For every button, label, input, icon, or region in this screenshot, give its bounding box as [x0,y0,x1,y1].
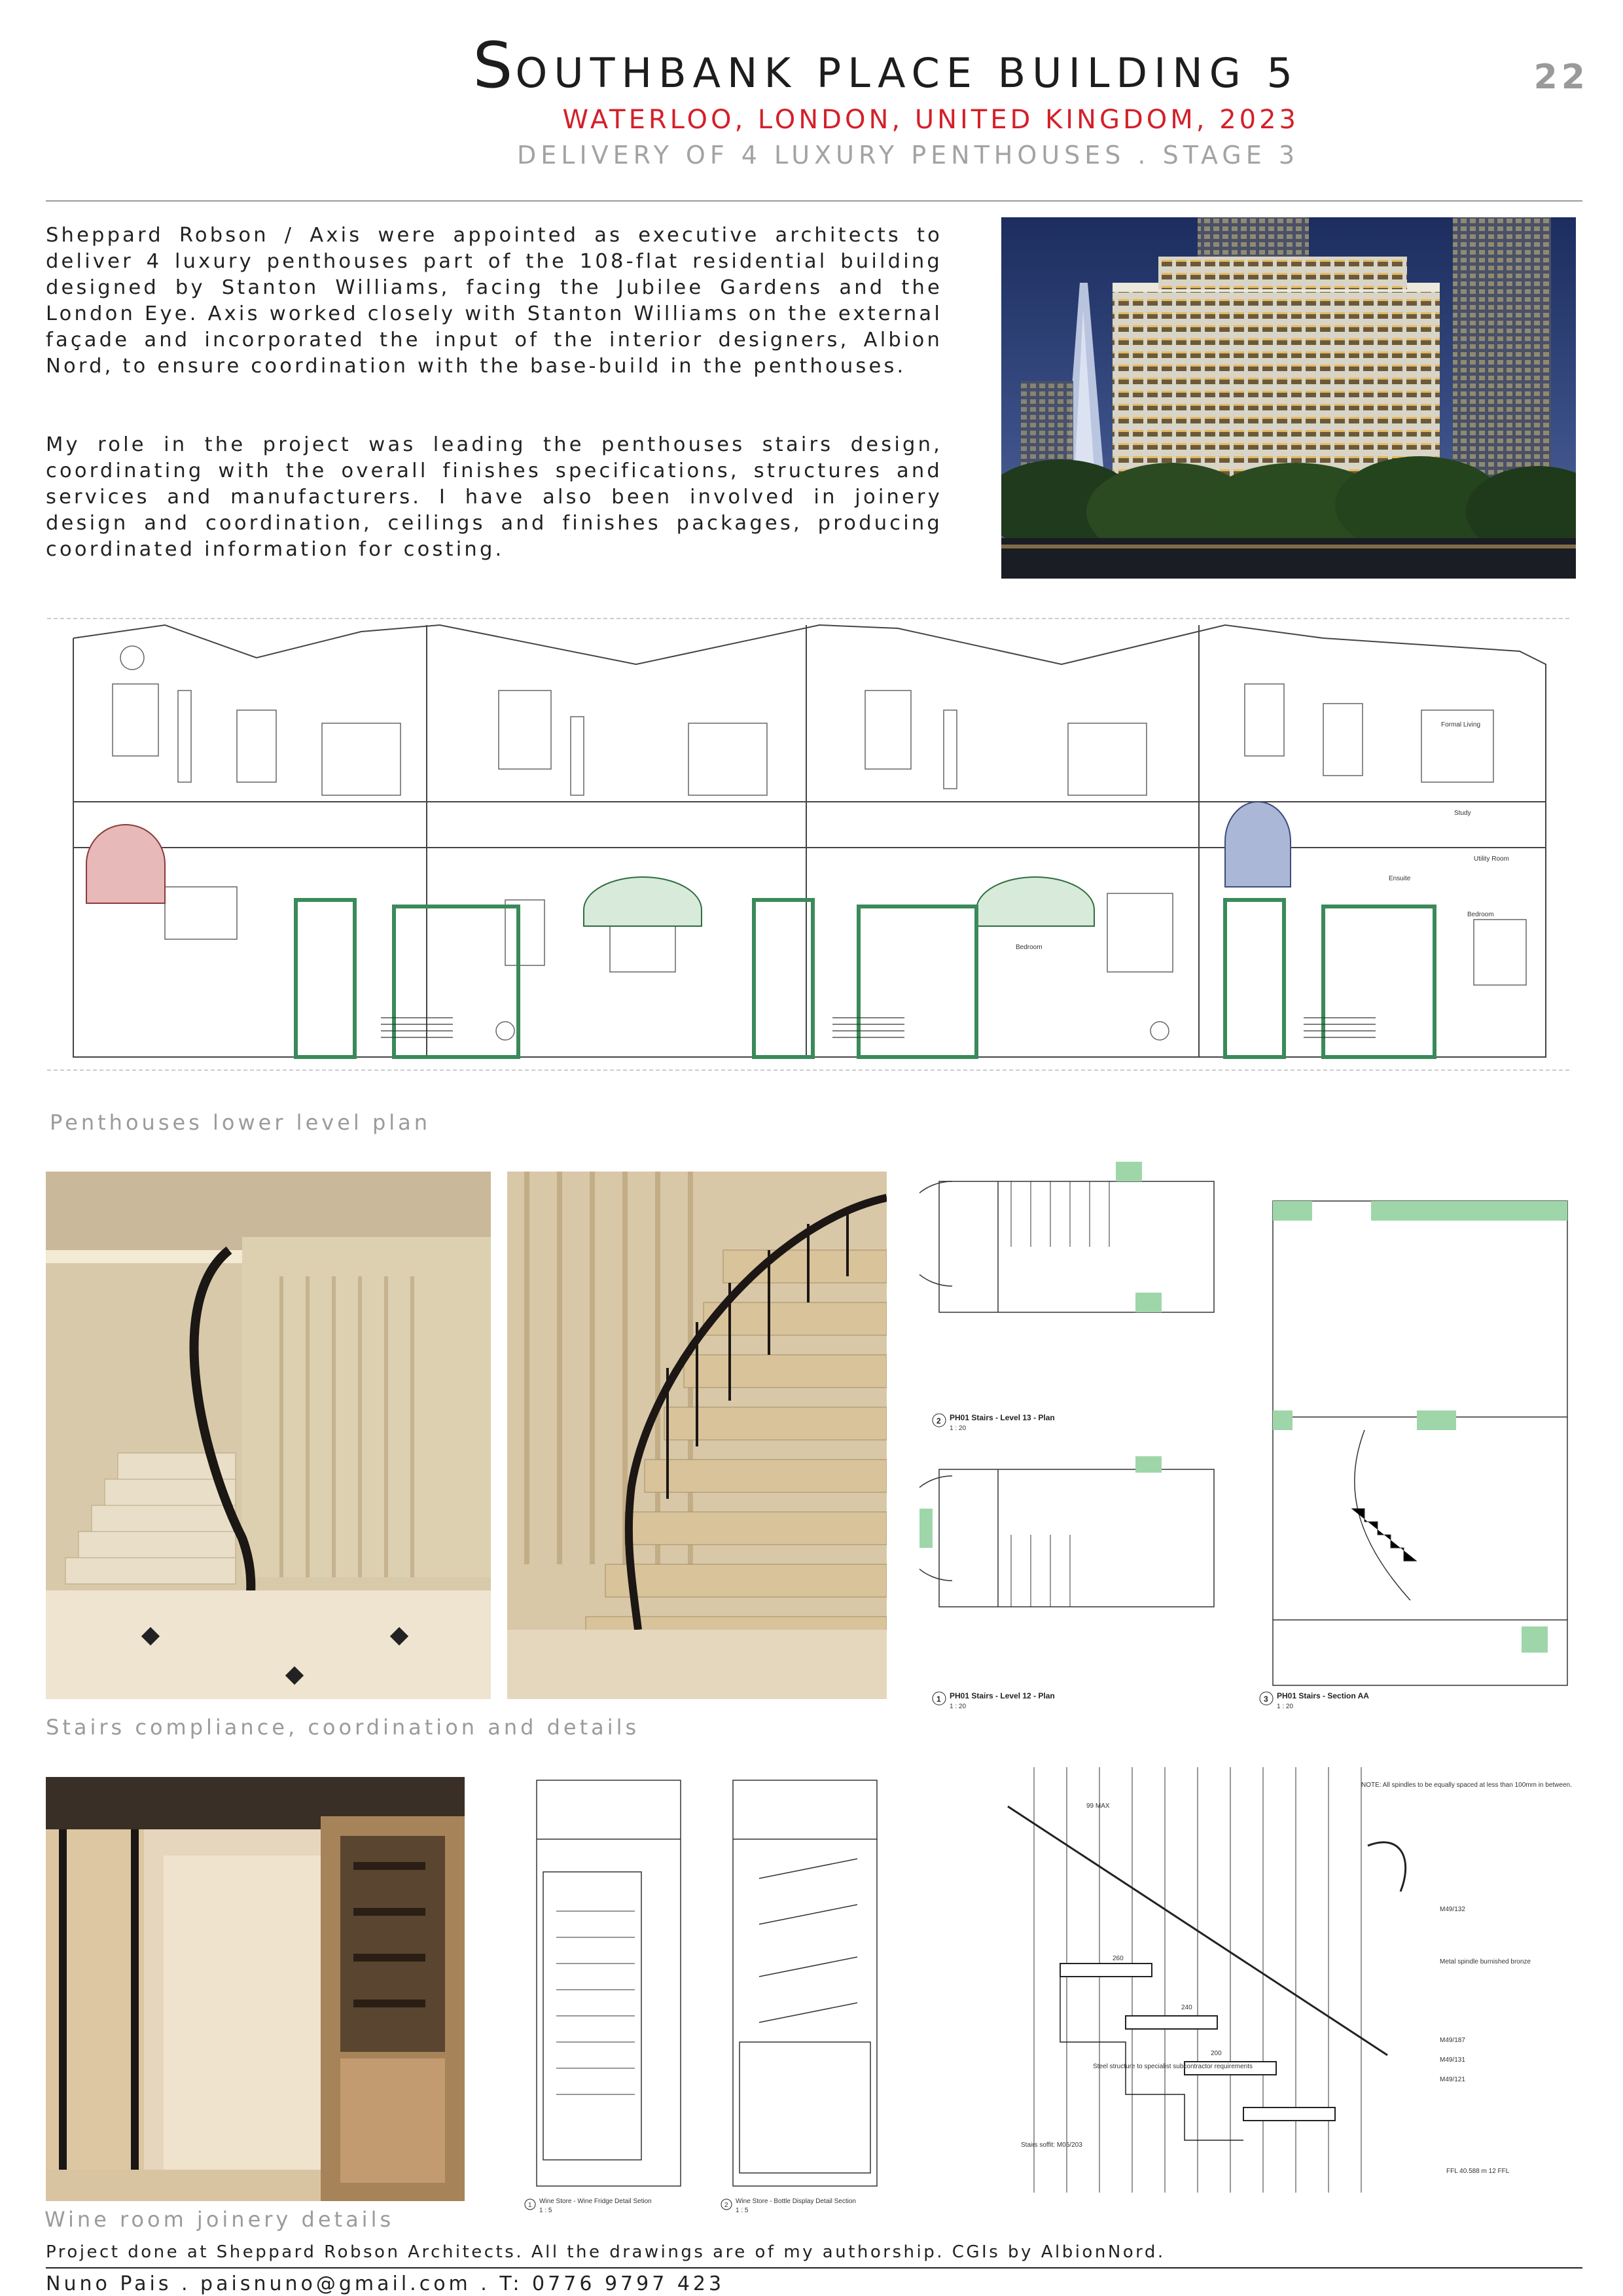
drawing-scale-l12: 1 : 20 [950,1703,967,1710]
balustrade-detail-drawing [995,1767,1577,2219]
drawing-scale-wine-2: 1 : 5 [736,2207,749,2214]
drawing-title-section: PH01 Stairs - Section AA [1277,1691,1369,1700]
drawing-title-l13: PH01 Stairs - Level 13 - Plan [950,1413,1055,1422]
stairs-render-2 [507,1172,887,1699]
dimension-260: 260 [1113,1955,1124,1962]
stairs-plans-graphic [919,1142,1221,1718]
drawing-scale-section: 1 : 20 [1277,1703,1294,1710]
drawing-title-wine-2: Wine Store - Bottle Display Detail Section [736,2198,856,2205]
intro-paragraph-1: Sheppard Robson / Axis were appointed as executive architects to deliver 4 luxury penthouses part of the 108-flat residential building designed by Stanton Williams, facing the Jubilee Gardens and the London Eye. Axis worked closely with Stanton Williams on the external façade and incorporated the input of the interior designers, Albion Nord, to ensure coordination with the base-build in the penthouses. [46,224,942,378]
drawing-number-wine-1: 1 [528,2202,532,2209]
spacing-label: 99 MAX [1086,1803,1110,1810]
stairs-section-graphic [1247,1142,1574,1718]
dimension-200: 200 [1211,2050,1222,2057]
ref-m49-132: M49/132 [1440,1906,1465,1913]
footer-divider [46,2267,1582,2269]
stairs-caption: Stairs compliance, coordination and details [46,1715,640,1740]
ref-m49-187: M49/187 [1440,2037,1465,2044]
header-divider [46,200,1582,202]
drawing-title-l12: PH01 Stairs - Level 12 - Plan [950,1691,1055,1700]
wine-joinery-drawings [517,1767,897,2219]
steel-structure-note: Steel structure to specialist subcontractor requirements [1093,2063,1253,2070]
drawing-number-wine-2: 2 [724,2202,728,2209]
penthouses-floor-plan [47,612,1572,1100]
title-rest: OUTHBANK PLACE BUILDING 5 [515,49,1299,97]
drawing-scale-l13: 1 : 20 [950,1425,967,1432]
balustrade-detail-graphic [995,1767,1577,2219]
credits-footer: Project done at Sheppard Robson Architects. All the drawings are of my authorship. CGIs by AlbionNord. [46,2242,1166,2262]
drawing-title-wine-1: Wine Store - Wine Fridge Detail Setion [539,2198,652,2205]
title-initial: S [473,29,516,102]
stairs-render-1 [46,1172,491,1699]
building-cgi-graphic [1001,217,1576,579]
scope-subtitle: DELIVERY OF 4 LUXURY PENTHOUSES . STAGE 3 [517,141,1299,170]
room-label-bedroom-1: Bedroom [1467,911,1494,918]
balustrade-note: NOTE: All spindles to be equally spaced at less than 100mm in between. [1361,1782,1572,1789]
wine-caption: Wine room joinery details [45,2207,395,2232]
room-label-study: Study [1454,810,1471,817]
stairs-plans-drawing [919,1142,1221,1718]
floor-plan-drawing [47,612,1572,1100]
wine-room-graphic [46,1777,465,2201]
building-cgi-image [1001,217,1576,579]
location-subtitle: WATERLOO, LONDON, UNITED KINGDOM, 2023 [562,105,1299,135]
drawing-number-l12: 1 [936,1695,941,1704]
wine-room-render [46,1777,465,2201]
page-title [473,29,1300,102]
page-number: 22 [1533,58,1589,97]
ref-m49-121: M49/121 [1440,2076,1465,2083]
drawing-number-l13: 2 [936,1416,941,1426]
stairs-render-1-graphic [46,1172,491,1699]
soffit-note: Stairs soffit: M05/203 [1021,2142,1082,2149]
ffl-level: FFL 40.588 m 12 FFL [1446,2168,1510,2175]
drawing-scale-wine-1: 1 : 5 [539,2207,552,2214]
spindle-note: Metal spindle burnished bronze [1440,1958,1531,1965]
room-label-formal-living: Formal Living [1441,721,1481,728]
room-label-utility: Utility Room [1474,855,1509,863]
intro-paragraph-2: My role in the project was leading the penthouses stairs design, coordinating with the overall finishes specifications, structures and services and manufacturers. I have also been involved in joinery design and coordination, ceilings and finishes packages, producing coordinated information for costing. [46,433,942,561]
stairs-render-2-graphic [507,1172,887,1699]
drawing-number-section: 3 [1264,1695,1268,1704]
ref-m49-131: M49/131 [1440,2056,1465,2064]
dimension-240: 240 [1181,2004,1192,2011]
wine-joinery-graphic [517,1767,897,2219]
room-label-ensuite: Ensuite [1389,875,1411,882]
stairs-section-drawing [1247,1142,1574,1718]
contact-info: Nuno Pais . paisnuno@gmail.com . T: 0776 9797 423 [46,2272,725,2295]
room-label-bedroom-2: Bedroom [1016,944,1043,951]
plan-caption: Penthouses lower level plan [50,1110,431,1135]
